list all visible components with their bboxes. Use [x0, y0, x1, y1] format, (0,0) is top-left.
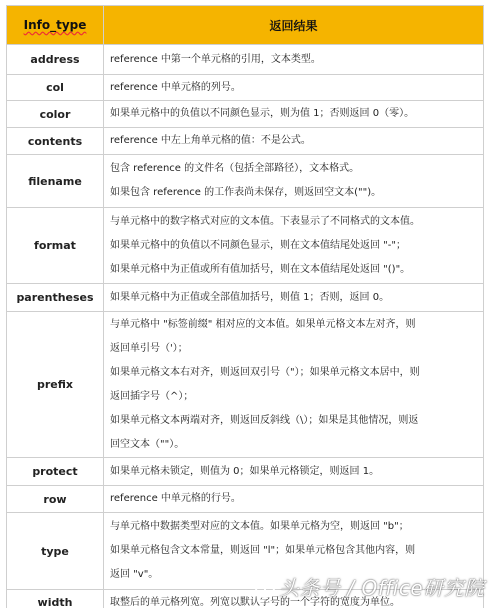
table-row	[7, 155, 484, 208]
watermark	[255, 572, 485, 601]
info-type-color: color	[7, 101, 104, 128]
info-type-width: width	[7, 590, 104, 608]
info-type-prefix: prefix	[7, 312, 104, 458]
info-type-address: address	[7, 45, 104, 75]
result-line: 如果单元格中的负值以不同颜色显示，则在文本值结尾处返回 "-"；	[110, 239, 406, 251]
result-line: reference 中第一个单元格的引用，文本类型。	[110, 53, 321, 65]
info-type-format: format	[7, 208, 104, 284]
result-col	[104, 75, 484, 101]
result-line: reference 中单元格的行号。	[110, 493, 241, 504]
result-parentheses	[104, 284, 484, 312]
result-line: 返回插字号（^）；	[110, 390, 194, 402]
result-line: 与单元格中的数字格式对应的文本值。下表显示了不同格式的文本值。	[110, 215, 420, 227]
table-row	[7, 486, 484, 513]
table-row	[7, 128, 484, 155]
info-type-type: type	[7, 513, 104, 590]
result-line: 如果单元格未锁定，则值为 0；如果单元格锁定，则返回 1。	[110, 465, 380, 477]
info-type-row: row	[7, 486, 104, 513]
result-line: 与单元格中数据类型对应的文本值。如果单元格为空，则返回 "b"；	[110, 521, 409, 532]
table-row	[7, 312, 484, 458]
result-line: reference 中左上角单元格的值：不是公式。	[110, 135, 311, 146]
table-row	[7, 75, 484, 101]
watermark-text: 头条号 / Office研究院	[279, 576, 485, 600]
result-line: 如果单元格文本两端对齐，则返回反斜线（\）；如果是其他情况，则返	[110, 414, 419, 426]
result-line: 与单元格中 "标签前缀" 相对应的文本值。如果单元格文本左对齐，则	[110, 318, 416, 330]
result-line: 包含 reference 的文件名（包括全部路径），文本格式。	[110, 163, 360, 174]
header-info-type: Info_type	[7, 6, 104, 45]
result-line: 取整后的单元格列宽。列宽以默认字号的一个字符的宽度为单位。	[110, 596, 400, 608]
result-line: 如果单元格中为正值或全部值加括号，则值 1；否则，返回 0。	[110, 291, 390, 303]
info-type-contents: contents	[7, 128, 104, 155]
result-line: 如果单元格文本右对齐，则返回双引号（"）；如果单元格文本居中，则	[110, 366, 420, 378]
result-contents	[104, 128, 484, 155]
result-line: 如果单元格中为正值或所有值加括号，则在文本值结尾处返回 "()"。	[110, 263, 411, 275]
result-protect	[104, 458, 484, 486]
info-type-filename: filename	[7, 155, 104, 208]
result-line: 返回 "v"。	[110, 569, 159, 580]
result-color	[104, 101, 484, 128]
result-prefix	[104, 312, 484, 458]
info-type-table	[6, 5, 484, 608]
result-line: 如果单元格包含文本常量，则返回 "l"；如果单元格包含其他内容，则	[110, 545, 416, 556]
header-result: 返回结果	[104, 6, 484, 45]
toutiao-logo-icon	[255, 578, 275, 598]
result-line: 如果包含 reference 的工作表尚未保存，则返回空文本("")。	[110, 187, 382, 198]
result-address	[104, 45, 484, 75]
table-row	[7, 45, 484, 75]
result-row	[104, 486, 484, 513]
info-type-col: col	[7, 75, 104, 101]
table-row	[7, 101, 484, 128]
result-line: 返回单引号（'）；	[110, 342, 188, 354]
result-filename	[104, 155, 484, 208]
table-row	[7, 208, 484, 284]
header-row	[7, 6, 484, 45]
result-line: 回空文本（""）。	[110, 438, 185, 450]
info-type-parentheses: parentheses	[7, 284, 104, 312]
table-row	[7, 284, 484, 312]
result-line: reference 中单元格的列号。	[110, 81, 241, 93]
result-line: 如果单元格中的负值以不同颜色显示，则为值 1；否则返回 0（零）。	[110, 108, 415, 119]
result-format	[104, 208, 484, 284]
info-type-protect: protect	[7, 458, 104, 486]
table-row	[7, 458, 484, 486]
